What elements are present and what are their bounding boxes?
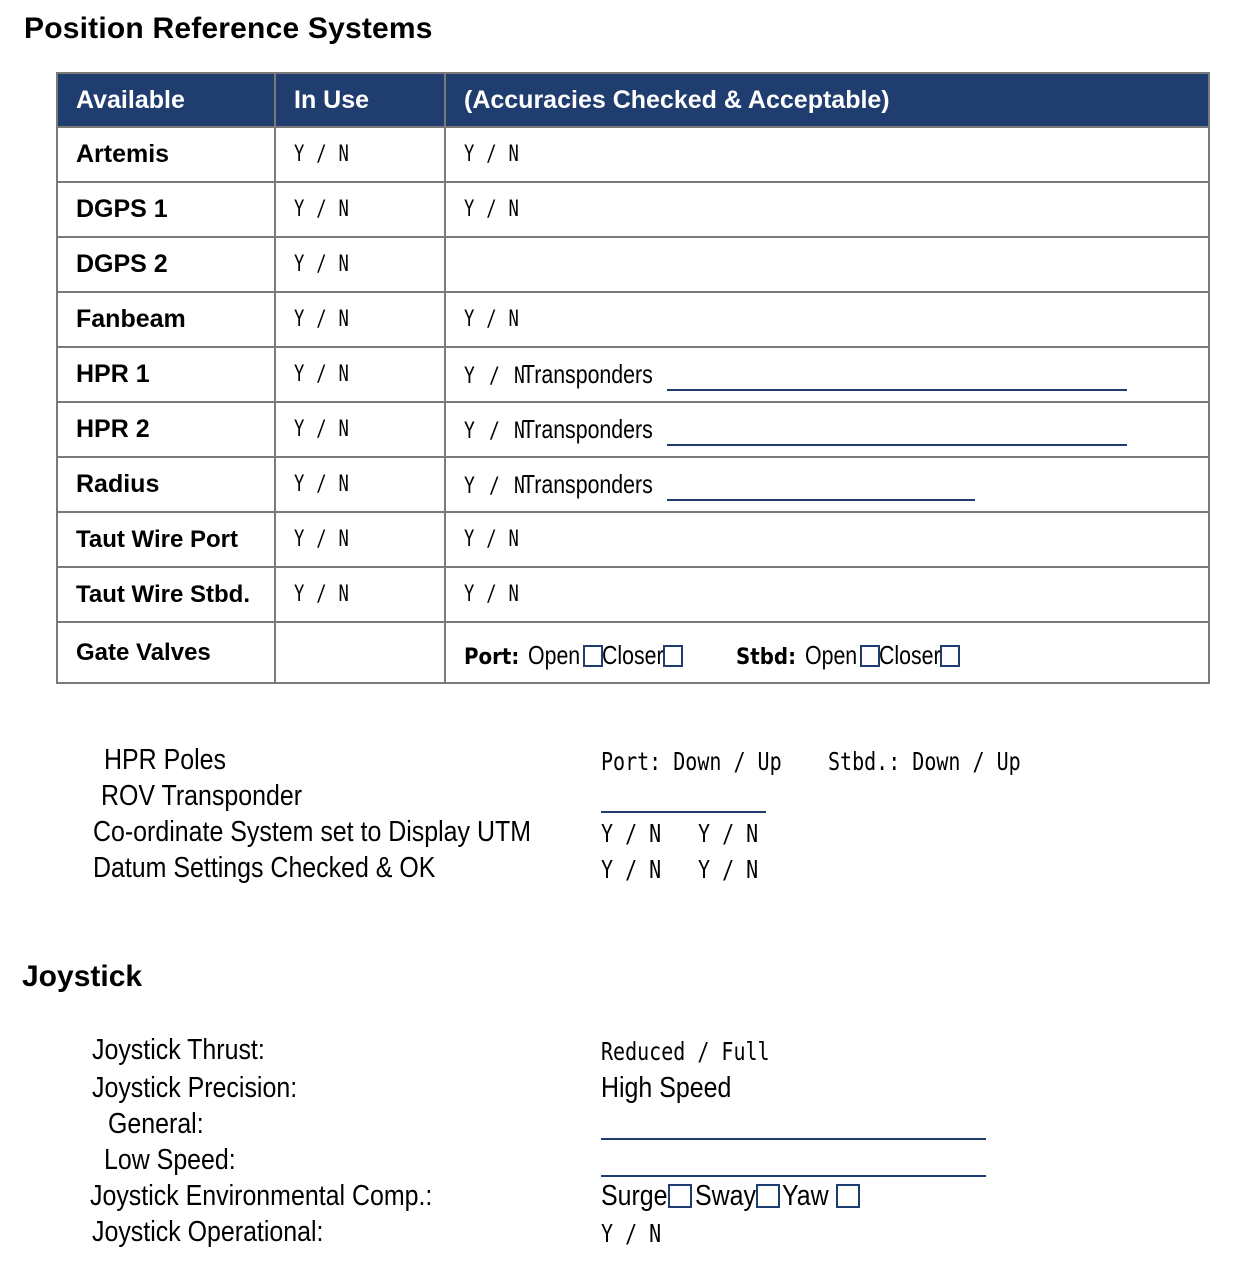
transponders-label: Transponders bbox=[522, 359, 653, 389]
in-use-value[interactable]: Y / N bbox=[294, 307, 350, 332]
general-label: General: bbox=[108, 1108, 204, 1140]
joystick-thrust-value[interactable]: Reduced / Full bbox=[601, 1037, 770, 1066]
joystick-thrust-label: Joystick Thrust: bbox=[92, 1034, 265, 1066]
low-speed-field[interactable] bbox=[601, 1175, 986, 1177]
in-use-value[interactable]: Y / N bbox=[294, 252, 350, 277]
surge-label: Surge bbox=[601, 1180, 668, 1212]
low-speed-label: Low Speed: bbox=[104, 1144, 236, 1176]
table-row bbox=[57, 292, 1209, 347]
hpr-poles-stbd[interactable]: Stbd.: Down / Up bbox=[828, 747, 1021, 776]
table-row bbox=[57, 567, 1209, 622]
accuracy-value[interactable]: Y / N bbox=[464, 307, 520, 332]
header-in-use: In Use bbox=[275, 73, 445, 127]
gate-valve-cell bbox=[445, 622, 1209, 683]
in-use-value[interactable]: Y / N bbox=[294, 417, 350, 442]
row-in-use-cell bbox=[275, 567, 445, 622]
row-name: Artemis bbox=[57, 127, 275, 182]
in-use-value[interactable]: Y / N bbox=[294, 582, 350, 607]
transponders-field[interactable] bbox=[667, 389, 1127, 391]
sway-label: Sway bbox=[694, 1180, 756, 1212]
port-open-checkbox[interactable] bbox=[583, 645, 603, 667]
row-accuracy-cell bbox=[445, 402, 1209, 457]
row-in-use-cell bbox=[275, 347, 445, 402]
accuracy-value[interactable]: Y / N bbox=[464, 364, 527, 389]
row-in-use-cell bbox=[275, 292, 445, 347]
row-name: Taut Wire Stbd. bbox=[57, 567, 275, 622]
row-name: Gate Valves bbox=[57, 622, 275, 683]
env-comp-options bbox=[601, 1180, 860, 1213]
table-row bbox=[57, 237, 1209, 292]
row-accuracy-cell bbox=[445, 292, 1209, 347]
datum-value-2[interactable]: Y / N bbox=[698, 855, 759, 884]
sway-checkbox[interactable] bbox=[756, 1184, 780, 1208]
accuracy-value[interactable]: Y / N bbox=[464, 142, 520, 167]
table-row bbox=[57, 182, 1209, 237]
table-row bbox=[57, 457, 1209, 512]
section-title-position-reference: Position Reference Systems bbox=[24, 12, 433, 45]
row-accuracy-cell bbox=[445, 347, 1209, 402]
transponders-label: Transponders bbox=[522, 414, 653, 444]
row-accuracy-cell bbox=[445, 237, 1209, 292]
row-in-use-cell bbox=[275, 512, 445, 567]
row-in-use-cell bbox=[275, 402, 445, 457]
row-accuracy-cell bbox=[445, 127, 1209, 182]
stbd-open-label: Open bbox=[804, 640, 857, 670]
table-row-gate-valves bbox=[57, 622, 1209, 683]
stbd-close-label: Closer bbox=[878, 640, 941, 670]
joystick-operational-value[interactable]: Y / N bbox=[601, 1219, 662, 1248]
datum-value-1[interactable]: Y / N bbox=[601, 855, 662, 884]
surge-checkbox[interactable] bbox=[668, 1184, 692, 1208]
row-name: Radius bbox=[57, 457, 275, 512]
table-row bbox=[57, 512, 1209, 567]
row-name: HPR 1 bbox=[57, 347, 275, 402]
table-header-row bbox=[57, 73, 1209, 127]
section-title-joystick: Joystick bbox=[22, 960, 143, 993]
in-use-value[interactable]: Y / N bbox=[294, 472, 350, 497]
position-reference-table bbox=[56, 72, 1210, 684]
port-close-label: Closer bbox=[601, 640, 664, 670]
in-use-value[interactable]: Y / N bbox=[294, 197, 350, 222]
row-in-use-cell bbox=[275, 237, 445, 292]
joystick-operational-label: Joystick Operational: bbox=[92, 1216, 324, 1248]
row-name: Taut Wire Port bbox=[57, 512, 275, 567]
in-use-value[interactable]: Y / N bbox=[294, 527, 350, 552]
accuracy-value[interactable]: Y / N bbox=[464, 582, 520, 607]
transponders-field[interactable] bbox=[667, 444, 1127, 446]
row-in-use-cell bbox=[275, 182, 445, 237]
row-accuracy-cell bbox=[445, 512, 1209, 567]
row-in-use-cell bbox=[275, 457, 445, 512]
header-accuracies: (Accuracies Checked & Acceptable) bbox=[445, 73, 1209, 127]
row-accuracy-cell bbox=[445, 567, 1209, 622]
row-name: HPR 2 bbox=[57, 402, 275, 457]
row-in-use-cell bbox=[275, 127, 445, 182]
transponders-label: Transponders bbox=[522, 469, 653, 499]
coord-system-value-2[interactable]: Y / N bbox=[698, 819, 759, 848]
env-comp-label: Joystick Environmental Comp.: bbox=[90, 1180, 433, 1212]
general-field[interactable] bbox=[601, 1138, 986, 1140]
port-label: Port: bbox=[464, 645, 520, 670]
stbd-open-checkbox[interactable] bbox=[860, 645, 880, 667]
stbd-label: Stbd: bbox=[735, 645, 796, 670]
coord-system-label: Co-ordinate System set to Display UTM bbox=[93, 816, 531, 848]
table-row bbox=[57, 347, 1209, 402]
stbd-close-checkbox[interactable] bbox=[940, 645, 960, 667]
transponders-field[interactable] bbox=[667, 499, 975, 501]
accuracy-value[interactable]: Y / N bbox=[464, 527, 520, 552]
in-use-value[interactable]: Y / N bbox=[294, 362, 350, 387]
coord-system-value-1[interactable]: Y / N bbox=[601, 819, 662, 848]
rov-transponder-label: ROV Transponder bbox=[101, 780, 303, 812]
yaw-label: Yaw bbox=[782, 1180, 829, 1212]
joystick-precision-value[interactable]: High Speed bbox=[601, 1072, 732, 1104]
row-accuracy-cell bbox=[445, 182, 1209, 237]
hpr-poles-port[interactable]: Port: Down / Up bbox=[601, 747, 782, 776]
row-accuracy-cell bbox=[445, 457, 1209, 512]
table-row bbox=[57, 127, 1209, 182]
datum-label: Datum Settings Checked & OK bbox=[93, 852, 436, 884]
row-in-use-empty bbox=[275, 622, 445, 683]
port-open-label: Open bbox=[527, 640, 581, 670]
row-name: Fanbeam bbox=[57, 292, 275, 347]
in-use-value[interactable]: Y / N bbox=[294, 142, 350, 167]
accuracy-value[interactable]: Y / N bbox=[464, 474, 527, 499]
accuracy-value[interactable]: Y / N bbox=[464, 197, 520, 222]
joystick-precision-label: Joystick Precision: bbox=[92, 1072, 298, 1104]
header-available: Available bbox=[57, 73, 275, 127]
hpr-poles-label: HPR Poles bbox=[104, 744, 226, 776]
yaw-checkbox[interactable] bbox=[836, 1184, 860, 1208]
row-name: DGPS 1 bbox=[57, 182, 275, 237]
accuracy-value[interactable]: Y / N bbox=[464, 419, 527, 444]
table-row bbox=[57, 402, 1209, 457]
row-name: DGPS 2 bbox=[57, 237, 275, 292]
port-close-checkbox[interactable] bbox=[663, 645, 683, 667]
rov-transponder-field[interactable] bbox=[601, 811, 766, 813]
